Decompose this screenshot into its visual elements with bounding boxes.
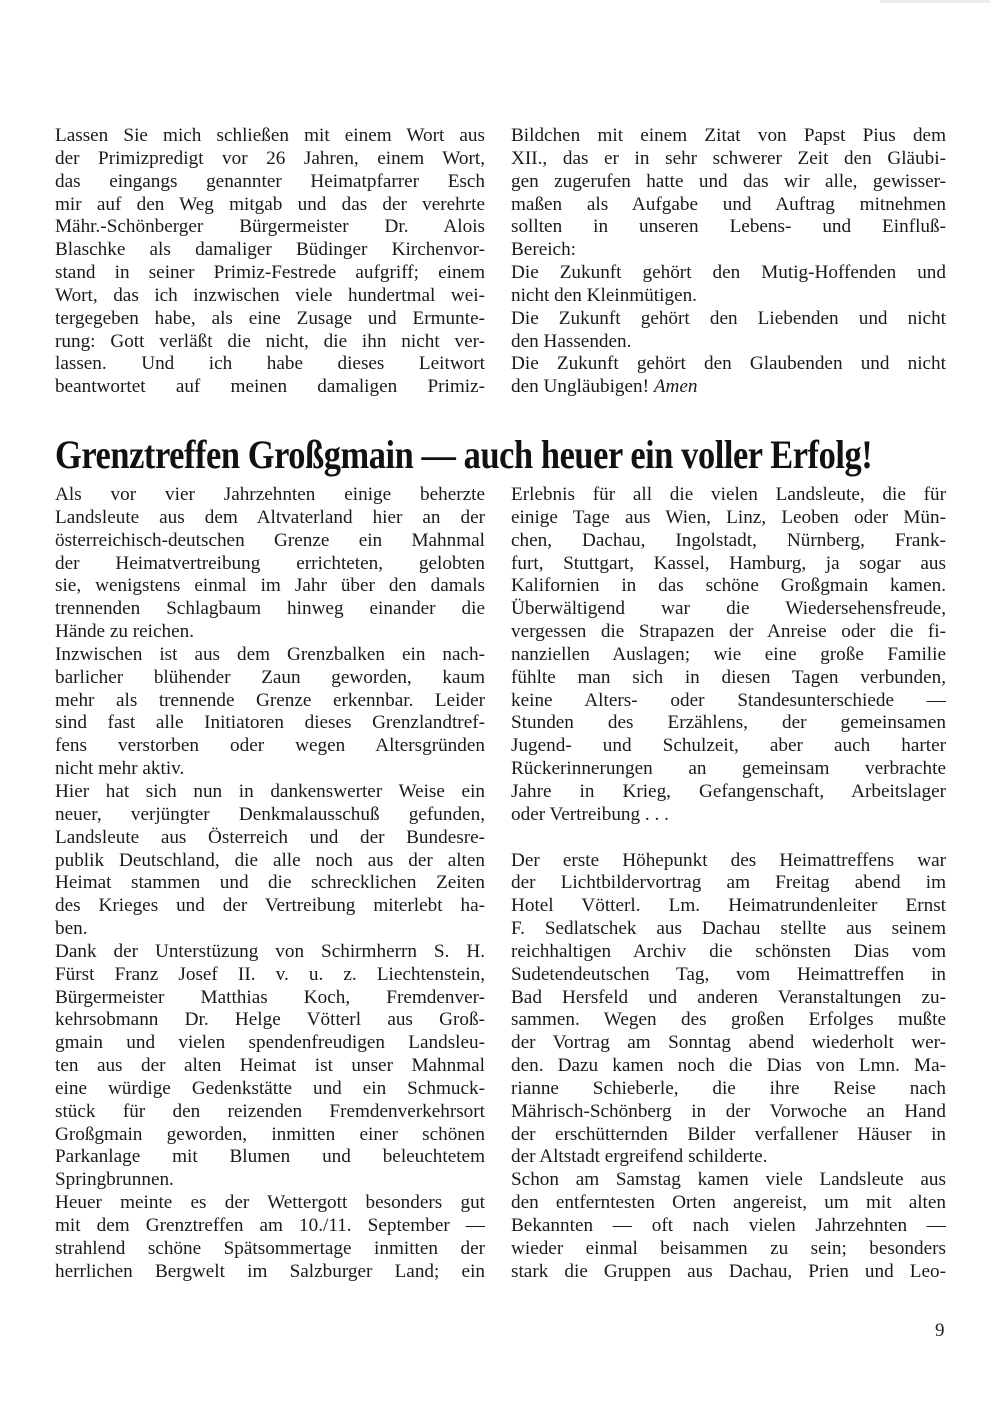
text-line: der Vortrag am Sonntag abend wiederholt wer- bbox=[511, 1032, 946, 1054]
text-line: Erlebnis für all die vielen Landsleute, die für bbox=[511, 484, 946, 505]
text-line: Überwältigend war die Wiedersehensfreude, bbox=[511, 598, 946, 620]
text-line: österreichisch-deutschen Grenze ein Mahnmal bbox=[55, 529, 485, 551]
text-line: Mährisch-Schönberg in der Vorwoche an Hand bbox=[511, 1100, 946, 1122]
text-line: Landsleute aus dem Altvaterland hier an der bbox=[55, 506, 485, 528]
text-line: trennenden Schlagbaum hinweg einander die bbox=[55, 598, 485, 620]
text-line: Stunden des Erzählens, der gemeinsamen bbox=[511, 712, 946, 734]
text-line: Kalifornien in das schöne Großgmain kamen. bbox=[511, 575, 946, 597]
article-left-column bbox=[55, 484, 485, 1284]
text-line: Bildchen mit einem Zitat von Papst Pius dem bbox=[511, 125, 946, 146]
text-line: Springbrunnen. bbox=[55, 1169, 174, 1191]
text-line: gmain und vielen spendenfreudigen Landsleu- bbox=[55, 1032, 485, 1054]
text-line: Die Zukunft gehört den Mutig-Hoffenden und bbox=[511, 262, 946, 284]
sermon-right-column bbox=[511, 125, 946, 399]
text-line: publik Deutschland, die alle noch aus der alten bbox=[55, 849, 485, 871]
page-number: 9 bbox=[935, 1320, 945, 1341]
text-line: Schon am Samstag kamen viele Landsleute aus bbox=[511, 1169, 946, 1191]
text-line: sind fast alle Initiatoren dieses Grenzlandtref- bbox=[55, 712, 485, 734]
text-line: Bekannten — oft nach vielen Jahrzehnten — bbox=[511, 1215, 946, 1236]
text-line: Lassen Sie mich schließen mit einem Wort aus bbox=[55, 125, 485, 146]
text-line: Blaschke als damaliger Büdinger Kirchenvor- bbox=[55, 239, 485, 261]
text-line: sollten in unseren Lebens- und Einfluß- bbox=[511, 216, 946, 238]
text-line: Die Zukunft gehört den Glaubenden und nicht bbox=[511, 353, 946, 375]
sermon-left-column bbox=[55, 125, 485, 399]
text-line: den Hassenden. bbox=[511, 330, 632, 352]
text-line: Jugend- und Schulzeit, aber auch harter bbox=[511, 735, 946, 757]
text-line: oder Vertreibung . . . bbox=[511, 803, 669, 825]
text-line: beantwortet auf meinen damaligen Primiz- bbox=[55, 376, 485, 398]
text-line: Inzwischen ist aus dem Grenzbalken ein nach- bbox=[55, 643, 485, 665]
text-line: vergessen die Strapazen der Anreise oder die fi- bbox=[511, 621, 946, 643]
text-line: strahlend schöne Spätsommertage inmitten der bbox=[55, 1237, 485, 1259]
text-line: barlicher blühender Zaun geworden, kaum bbox=[55, 666, 485, 688]
text-line: sammen. Wegen des großen Erfolges mußte bbox=[511, 1009, 946, 1031]
text-line: des Krieges und der Vertreibung miterlebt ha- bbox=[55, 895, 485, 917]
closing-word-amen: Amen bbox=[653, 376, 698, 398]
text-line: Sudetendeutschen Tag, vom Heimattreffen in bbox=[511, 963, 946, 985]
text-line: den entferntesten Orten angereist, um mit alten bbox=[511, 1192, 946, 1214]
text-line: Hotel Vötterl. Lm. Heimatrundenleiter Ernst bbox=[511, 895, 946, 917]
text-line: Hände zu reichen. bbox=[55, 621, 195, 643]
text-line: Der erste Höhepunkt des Heimattreffens war bbox=[511, 849, 946, 871]
scan-artifact bbox=[880, 0, 990, 3]
text-line: Rückerinnerungen an gemeinsam verbrachte bbox=[511, 758, 946, 780]
text-line: einige Tage aus Wien, Linz, Leoben oder Mün- bbox=[511, 506, 946, 528]
text-line: mit dem Grenztreffen am 10./11. September — bbox=[55, 1215, 485, 1236]
text-line: den. Dazu kamen noch die Dias von Lmn. Ma- bbox=[511, 1055, 946, 1077]
text-line: Heuer meinte es der Wettergott besonders gut bbox=[55, 1192, 485, 1214]
text-line: nicht mehr aktiv. bbox=[55, 758, 185, 780]
text-line: chen, Dachau, Ingolstadt, Nürnberg, Frank- bbox=[511, 529, 946, 551]
text-line: fens verstorben oder wegen Altersgründen bbox=[55, 735, 485, 757]
text-line: wieder einmal beisammen zu sein; besonders bbox=[511, 1237, 946, 1259]
text-line: Jahre in Krieg, Gefangenschaft, Arbeitslager bbox=[511, 780, 946, 802]
text-line: der Primizpredigt vor 26 Jahren, einem Wort, bbox=[55, 147, 485, 169]
text-line: Heimat stammen und die schrecklichen Zeiten bbox=[55, 872, 485, 894]
text-line: der Lichtbildervortrag am Freitag abend im bbox=[511, 872, 946, 894]
text-line: Bad Hersfeld und anderen Veranstaltungen zu- bbox=[511, 986, 946, 1008]
article-headline: Grenztreffen Großgmain — auch heuer ein voller Erfolg! bbox=[55, 432, 873, 477]
text-line: mir auf den Weg mitgab und das der verehrte bbox=[55, 193, 485, 215]
text-line: fühlte man sich in diesen Tagen verbunden, bbox=[511, 666, 946, 688]
text-line: nanziellen Auslagen; wie eine große Familie bbox=[511, 643, 946, 665]
text-line: keine Alters- oder Standesunterschiede — bbox=[511, 689, 946, 711]
text-line: maßen als Aufgabe und Auftrag mitnehmen bbox=[511, 193, 946, 215]
text-line: reichhaltigen Archiv die schönsten Dias vom bbox=[511, 940, 946, 962]
text-line: eine würdige Gedenkstätte und ein Schmuck- bbox=[55, 1077, 485, 1099]
text-line: furt, Stuttgart, Kassel, Hamburg, ja sogar aus bbox=[511, 552, 946, 574]
text-line: gen zugerufen hatte und das wir alle, gewisser- bbox=[511, 170, 946, 192]
text-line: stark die Gruppen aus Dachau, Prien und Leo- bbox=[511, 1260, 946, 1282]
text-line: neuer, verjüngter Denkmalausschuß gefunden, bbox=[55, 803, 485, 825]
article-right-column bbox=[511, 484, 946, 1284]
text-line: Wort, das ich inzwischen viele hundertmal wei- bbox=[55, 284, 485, 306]
text-line: der Heimatvertreibung errichteten, gelobten bbox=[55, 552, 485, 574]
text-fragment: den Ungläubigen! bbox=[511, 376, 650, 398]
text-line: herrlichen Bergwelt im Salzburger Land; ein bbox=[55, 1260, 485, 1282]
paragraph-gap bbox=[511, 827, 946, 850]
text-line: Parkanlage mit Blumen und beleuchtetem bbox=[55, 1146, 485, 1168]
text-line: kehrsobmann Dr. Helge Vötterl aus Groß- bbox=[55, 1009, 485, 1031]
text-line: Hier hat sich nun in dankenswerter Weise ein bbox=[55, 780, 485, 802]
text-line: Mähr.-Schönberger Bürgermeister Dr. Alois bbox=[55, 216, 485, 238]
text-line: XII., das er in sehr schwerer Zeit den Gläubi- bbox=[511, 147, 946, 169]
text-line: sie, wenigstens einmal im Jahr über den damals bbox=[55, 575, 485, 597]
text-line-with-amen bbox=[511, 376, 946, 399]
text-line: rung: Gott verläßt die nicht, die ihn nicht ver- bbox=[55, 330, 485, 352]
text-line: das eingangs genannter Heimatpfarrer Esch bbox=[55, 170, 485, 192]
text-line: lassen. Und ich habe dieses Leitwort bbox=[55, 353, 485, 375]
text-line: rianne Schieberle, die ihre Reise nach bbox=[511, 1077, 946, 1099]
text-line: ten aus der alten Heimat ist unser Mahnmal bbox=[55, 1055, 485, 1077]
text-line: Die Zukunft gehört den Liebenden und nicht bbox=[511, 307, 946, 329]
text-line: mehr als trennende Grenze erkennbar. Leider bbox=[55, 689, 485, 711]
text-line: Großgmain geworden, inmitten einer schönen bbox=[55, 1123, 485, 1145]
text-line: stück für den reizenden Fremdenverkehrsort bbox=[55, 1100, 485, 1122]
text-line: nicht den Kleinmütigen. bbox=[511, 284, 697, 306]
text-line: Bürgermeister Matthias Koch, Fremdenver- bbox=[55, 986, 485, 1008]
text-line: der Altstadt ergreifend schilderte. bbox=[511, 1146, 768, 1168]
text-line: F. Sedlatschek aus Dachau stellte aus seinem bbox=[511, 918, 946, 940]
text-line: stand in seiner Primiz-Festrede aufgriff; einem bbox=[55, 262, 485, 284]
text-line: Als vor vier Jahrzehnten einige beherzte bbox=[55, 484, 485, 505]
text-line: tergegeben habe, als eine Zusage und Ermunte- bbox=[55, 307, 485, 329]
text-line: Dank der Unterstüzung von Schirmherrn S. H. bbox=[55, 940, 485, 962]
text-line: der erschütternden Bilder verfallener Häuser in bbox=[511, 1123, 946, 1145]
text-line: Landsleute aus Österreich und der Bundesre- bbox=[55, 826, 485, 848]
text-line: ben. bbox=[55, 918, 88, 940]
text-line: Bereich: bbox=[511, 239, 576, 261]
text-line: Fürst Franz Josef II. v. u. z. Liechtenstein, bbox=[55, 963, 485, 985]
